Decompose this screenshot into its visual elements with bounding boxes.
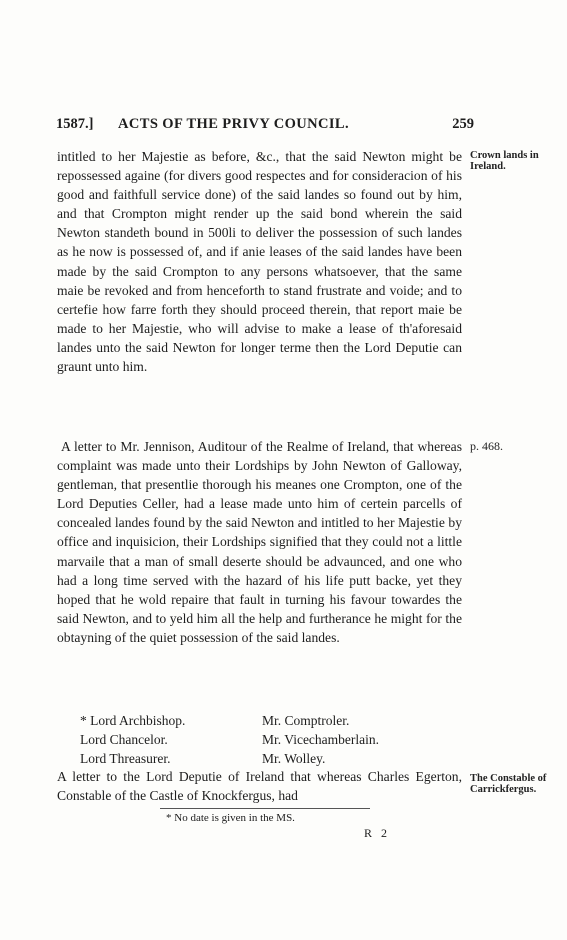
paragraph-3: A letter to the Lord Deputie of Ireland that whereas Charles Egerton, Constable of the Castle of Knockfergus, had <box>57 769 462 804</box>
signatory: Lord Threasurer. <box>80 751 171 766</box>
footnote-divider <box>160 808 370 809</box>
margin-note-page-ref: p. 468. <box>470 439 503 453</box>
signature-mark: R 2 <box>364 826 391 840</box>
signatories-left <box>80 711 185 768</box>
signatory: Lord Chancelor. <box>80 732 168 747</box>
signatory: * Lord Archbishop. <box>80 713 186 728</box>
running-header <box>56 116 474 138</box>
signatory: Mr. Vicechamberlain. <box>262 732 380 747</box>
margin-note-constable: The Constable of Carrickfergus. <box>470 773 547 795</box>
header-title: ACTS OF THE PRIVY COUNCIL. <box>118 116 350 132</box>
signatory: Mr. Comptroler. <box>262 713 350 728</box>
footnote: * No date is given in the MS. <box>166 812 295 824</box>
paragraph-2: A letter to Mr. Jennison, Auditour of the Realme of Ireland, that whereas complaint was made unto their Lordships by John Newton of Galloway, gentleman, that presentlie thorough his meanes one Crompton, one of the Lord Deputies Celler, had a lease made unto him of certein parcells of concealed landes found by the said Newton and intitled to her Majestie by office and inquisicion, their Lordships signified that they could not a little marvaile that a man of small deserte should be advaunced, and one who had a long time served with the hazard of his life putt backe, yet they hoped that he wold repaire that fault in turning his favour towardes the said Newton, and to yeld him all the help and furtherance he might for the obtayning of the quiet possession of the said landes. <box>57 439 462 645</box>
page-number: 259 <box>452 116 474 132</box>
paragraph-1: intitled to her Majestie as before, &c., that the said Newton might be repossessed againe (for divers good respectes and for consideracion of his good and faithfull service done) of the said landes so found out by him, and that Crompton might render up the said bond wherein the said Newton standeth bound in 500li to deliver the possession of such landes as he now is possessed of, and if anie leases of the said landes have been made by the said Crompton to any persons whatsoever, that the same maie be revoked and from henceforth to stand frustrate and voide; and to certefie how farre forth they should proceed therein, that report maie be made to her Majestie, who will advise to make a lease of th'aforesaid landes unto the said Newton for longer terme then the Lord Deputie can graunt unto him. <box>57 149 462 375</box>
header-year: 1587.] <box>56 116 94 132</box>
margin-note-crown-lands: Crown lands in Ireland. <box>470 150 539 172</box>
signatory: Mr. Wolley. <box>262 751 326 766</box>
signatories-right <box>262 711 379 768</box>
